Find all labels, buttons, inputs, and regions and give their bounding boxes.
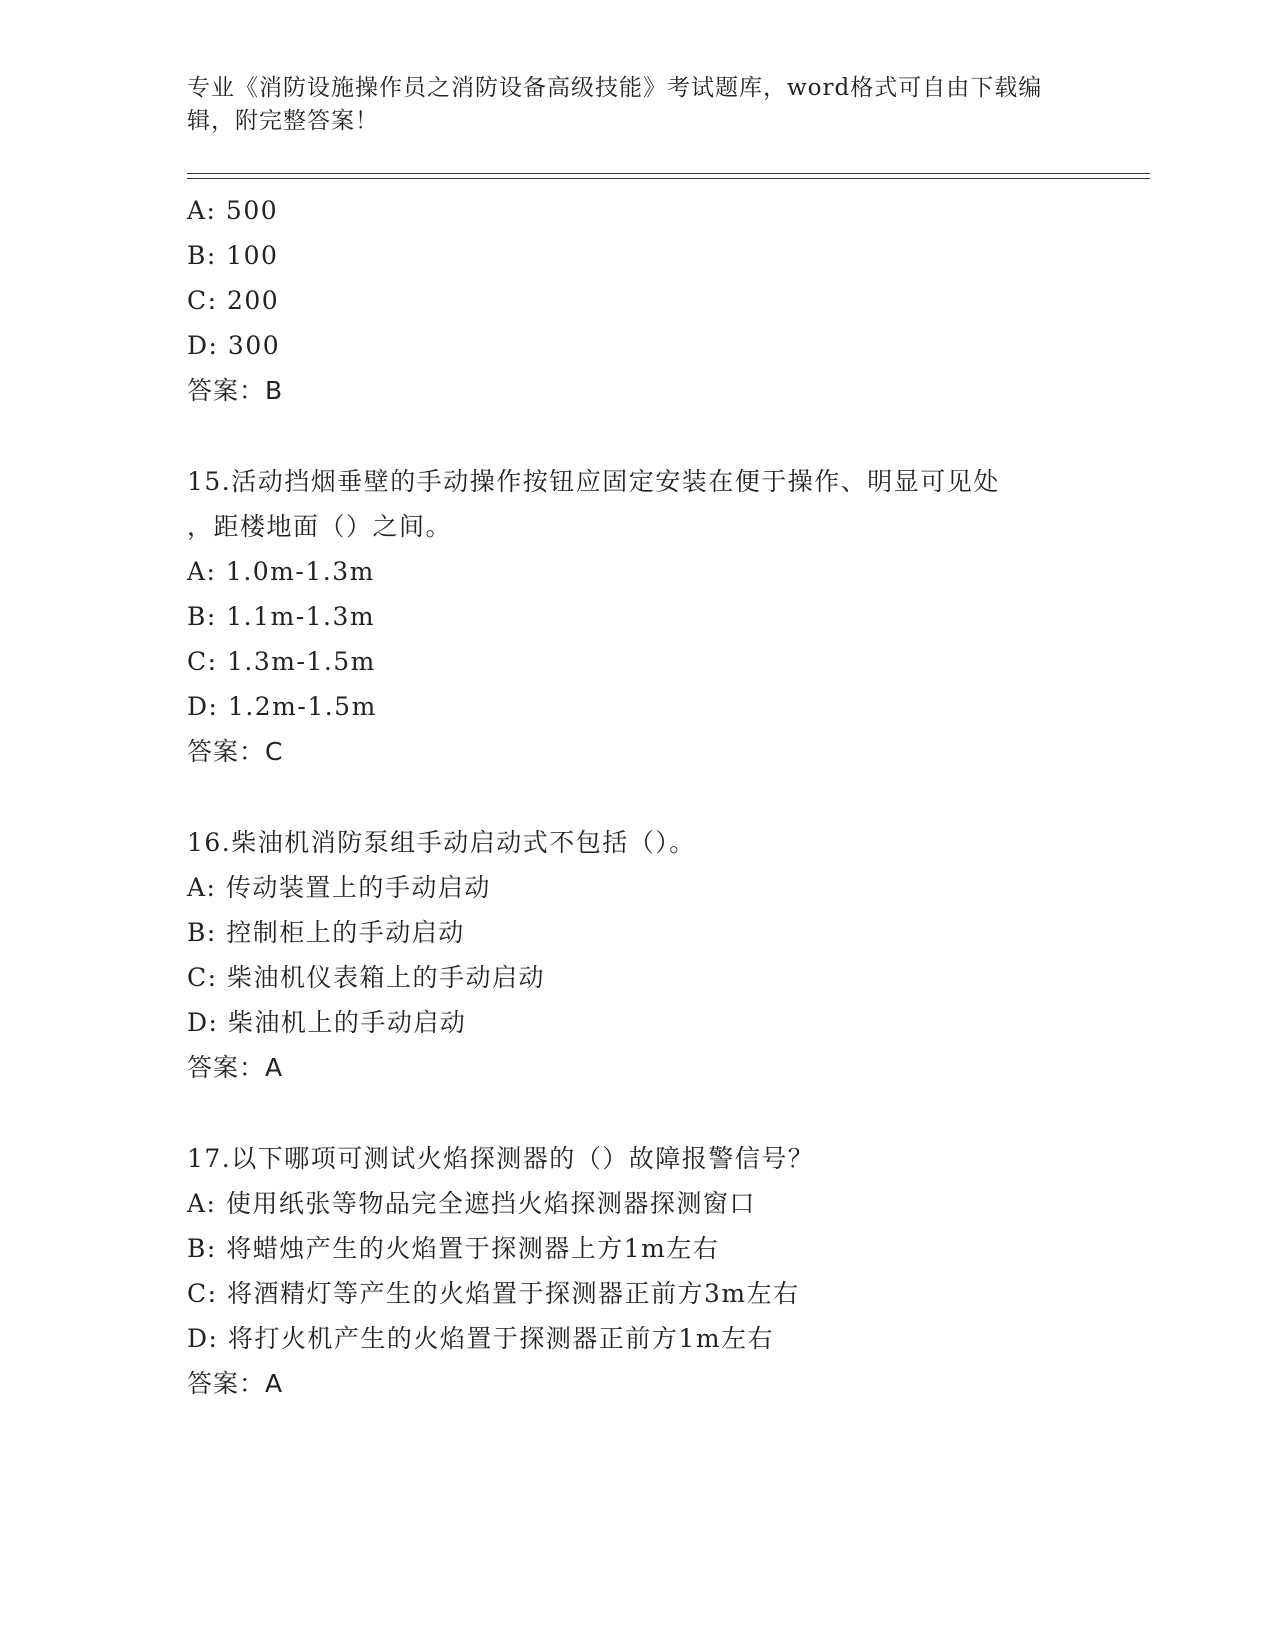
option-d: D: 300 <box>187 331 281 360</box>
question-stem: 17.以下哪项可测试火焰探测器的（）故障报警信号？ <box>187 1144 815 1173</box>
answer-line: 答案：B <box>187 376 284 405</box>
question-stem: 15.活动挡烟垂壁的手动操作按钮应固定安装在便于操作、明显可见处 <box>187 467 1000 496</box>
question-stem: 16.柴油机消防泵组手动启动式不包括（）。 <box>187 828 696 857</box>
option-a: A: 使用纸张等物品完全遮挡火焰探测器探测窗口 <box>187 1189 756 1218</box>
option-a: A: 传动装置上的手动启动 <box>187 873 491 902</box>
option-d: D: 将打火机产生的火焰置于探测器正前方1m左右 <box>187 1324 775 1353</box>
header-rule-bottom <box>187 178 1150 179</box>
option-b: B: 将蜡烛产生的火焰置于探测器上方1m左右 <box>187 1234 720 1263</box>
answer-line: 答案：C <box>187 737 284 766</box>
question-block-16 <box>187 820 1127 1090</box>
question-block-15 <box>187 459 1127 774</box>
option-b: B: 100 <box>187 241 279 270</box>
option-d: D: 柴油机上的手动启动 <box>187 1008 467 1037</box>
option-c: C: 200 <box>187 286 280 315</box>
header-line-2: 辑，附完整答案！ <box>187 108 379 134</box>
answer-line: 答案：A <box>187 1053 284 1082</box>
question-block-14 <box>187 188 1127 413</box>
header-line-1: 专业《消防设施操作员之消防设备高级技能》考试题库，word格式可自由下载编 <box>187 75 1043 101</box>
question-list <box>187 188 1127 1406</box>
option-b: B: 1.1m-1.3m <box>187 602 376 631</box>
header-rule-top <box>187 173 1150 174</box>
option-c: C: 将酒精灯等产生的火焰置于探测器正前方3m左右 <box>187 1279 800 1308</box>
document-header <box>187 72 1087 138</box>
option-d: D: 1.2m-1.5m <box>187 692 377 721</box>
option-c: C: 1.3m-1.5m <box>187 647 376 676</box>
answer-line: 答案：A <box>187 1369 284 1398</box>
option-a: A: 1.0m-1.3m <box>187 557 375 586</box>
option-a: A: 500 <box>187 196 279 225</box>
question-stem-cont: ，距楼地面（）之间。 <box>187 512 453 541</box>
option-b: B: 控制柜上的手动启动 <box>187 918 465 947</box>
question-block-17 <box>187 1136 1127 1406</box>
option-c: C: 柴油机仪表箱上的手动启动 <box>187 963 545 992</box>
